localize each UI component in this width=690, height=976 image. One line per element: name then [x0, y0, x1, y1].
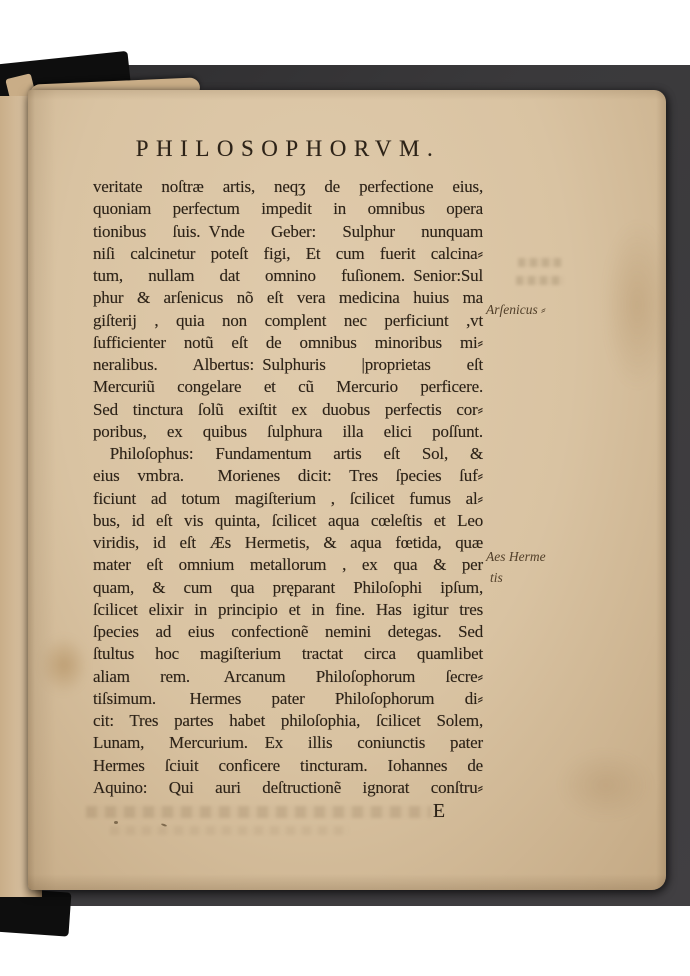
text-line: quoniam perfectum impedit in omnibus opera [93, 199, 483, 219]
text-line: bus, id eſt vis quinta, ſcilicet aqua cœleſtis et Leo [93, 510, 483, 530]
text-line: tionibus ſuis. Vnde Geber: Sulphur nunquam [93, 221, 483, 241]
ink-showthrough [518, 258, 562, 267]
text-line: niſi calcinetur poteſt figi, Et cum fuerit calcina⸗ [93, 243, 483, 263]
text-line: mater eſt omnium metallorum , ex qua & per [93, 555, 483, 575]
text-line: Lunam, Mercurium. Ex illis coniunctis pater [93, 733, 483, 753]
text-line: phur & arſenicus nõ eſt vera medicina huius ma [93, 288, 483, 308]
text-line: ſcilicet elixir in principio et in fine. Has igitur tres [93, 599, 483, 619]
text-line: eius vmbra. Morienes dicit: Tres ſpecies ſuf⸗ [93, 466, 483, 486]
paper-stain [603, 220, 671, 390]
text-line: aliam rem. Arcanum Philoſophorum ſecre⸗ [93, 666, 483, 686]
paper-stain [558, 750, 653, 820]
text-line: cit: Tres partes habet philoſophia, ſcilicet Solem, [93, 711, 483, 730]
text-line: Sed tinctura ſolũ exiſtit ex duobus perfectis cor⸗ [93, 399, 483, 419]
text-line: giſterij , quia non complent nec perficiunt ,vt [93, 310, 483, 330]
text-line: Mercuriũ congelare et cũ Mercurio perficere. [93, 377, 483, 397]
ink-showthrough [516, 276, 564, 285]
text-line: ſpecies ad eius confectionẽ nemini detegas. Sed [93, 622, 483, 641]
body-text [93, 176, 483, 799]
signature-mark: E [432, 800, 446, 822]
margin-note-aes-hermetis-line2: tis [490, 570, 503, 585]
text-line: Philoſophus: Fundamentum artis eſt Sol, & [93, 444, 483, 463]
ink-showthrough [110, 826, 350, 835]
page-header: PHILOSOPHORVM. [135, 136, 441, 161]
margin-note-aes-hermetis-line1: Aes Herme [486, 549, 546, 564]
text-line: tum, nullam dat omnino fuſionem. Senior:Sul [93, 266, 483, 285]
text-line: tiſsimum. Hermes pater Philoſophorum di⸗ [93, 688, 483, 708]
text-line: neralibus. Albertus: Sulphuris |proprietas eſt [93, 355, 483, 374]
text-line: quam, & cum qua pręparant Philoſophi ipſum, [93, 577, 483, 597]
paper-stain [40, 636, 88, 694]
text-line: Hermes ſciuit conficere tincturam. Iohannes de [93, 755, 483, 775]
text-line: veritate noſtræ artis, neqʒ de perfectione eius, [93, 177, 483, 196]
ink-speck [114, 821, 118, 824]
text-line: ſufficienter notũ eſt de omnibus minoribus mi⸗ [93, 332, 483, 352]
text-line: ſtultus hoc magiſterium tractat circa quamlibet [93, 644, 483, 664]
text-line: ficiunt ad totum magiſterium , ſcilicet fumus al⸗ [93, 488, 483, 508]
text-line: poribus, ex quibus ſulphura illa elici poſſunt. [93, 421, 483, 441]
text-line: Aquino: Qui auri deſtructionẽ ignorat conſtru⸗ [93, 777, 483, 797]
ink-showthrough [86, 806, 431, 818]
text-line: viridis, id eſt Æs Hermetis, & aqua fœtida, quæ [93, 533, 483, 552]
margin-note-arsenicus: Arſenicus ⸗ [486, 302, 546, 317]
book-page [28, 90, 666, 890]
